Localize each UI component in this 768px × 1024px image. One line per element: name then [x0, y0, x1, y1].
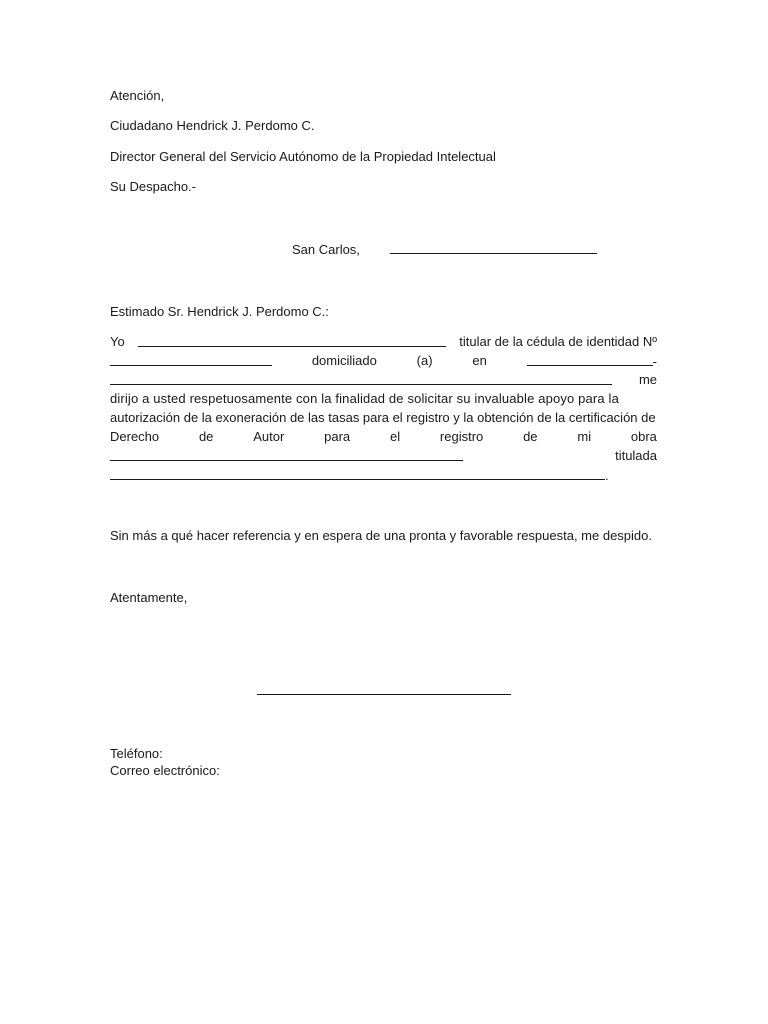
body-domiciliado: domiciliado	[311, 353, 377, 368]
title-blank[interactable]	[110, 467, 605, 480]
body-titulada: titulada	[615, 448, 657, 463]
body-line-8	[110, 467, 609, 484]
body-period: .	[605, 468, 609, 483]
body-line-6	[110, 429, 657, 445]
recipient-name: Ciudadano Hendrick J. Perdomo C.	[110, 118, 315, 133]
place-date-line	[292, 241, 597, 258]
body-line-5: autorización de la exoneración de las tasas para el registro y la obtención de la certificación de	[110, 410, 656, 425]
place-label: San Carlos,	[292, 242, 360, 257]
address-blank-1[interactable]	[527, 353, 653, 366]
body-word: Derecho	[110, 429, 160, 444]
signature-line[interactable]	[257, 694, 511, 695]
body-line-4: dirijo a usted respetuosamente con la finalidad de solicitar su invaluable apoyo para la	[110, 391, 619, 406]
name-blank[interactable]	[138, 334, 446, 347]
body-line-2	[110, 353, 657, 370]
phone-label: Teléfono:	[110, 746, 163, 761]
email-label: Correo electrónico:	[110, 763, 220, 778]
id-number-blank[interactable]	[110, 353, 272, 366]
body-word: Autor	[253, 429, 285, 444]
work-blank[interactable]	[110, 448, 463, 461]
body-a: (a)	[416, 353, 433, 368]
date-blank[interactable]	[390, 241, 597, 254]
body-line-3	[110, 372, 657, 388]
body-line-7	[110, 448, 657, 464]
body-word: registro	[439, 429, 484, 444]
body-dash: -	[652, 354, 657, 369]
body-word: obra	[630, 429, 657, 444]
body-word: para	[324, 429, 351, 444]
body-yo: Yo	[110, 334, 125, 349]
address-blank-2[interactable]	[110, 372, 612, 385]
salutation: Estimado Sr. Hendrick J. Perdomo C.:	[110, 304, 329, 319]
recipient-position: Director General del Servicio Autónomo de la Propiedad Intelectual	[110, 149, 496, 164]
body-word: de	[523, 429, 538, 444]
body-word: mi	[577, 429, 592, 444]
body-titular: titular de la cédula de identidad Nº	[459, 334, 657, 349]
closing-sentence: Sin más a qué hacer referencia y en espera de una pronta y favorable respuesta, me despido.	[110, 528, 652, 543]
office-line: Su Despacho.-	[110, 179, 196, 194]
body-line-1	[110, 334, 657, 350]
body-word: el	[389, 429, 401, 444]
body-me: me	[638, 372, 657, 387]
regards-line: Atentamente,	[110, 590, 188, 605]
body-en: en	[472, 353, 487, 368]
body-word: de	[198, 429, 214, 444]
attention-line: Atención,	[110, 88, 165, 103]
